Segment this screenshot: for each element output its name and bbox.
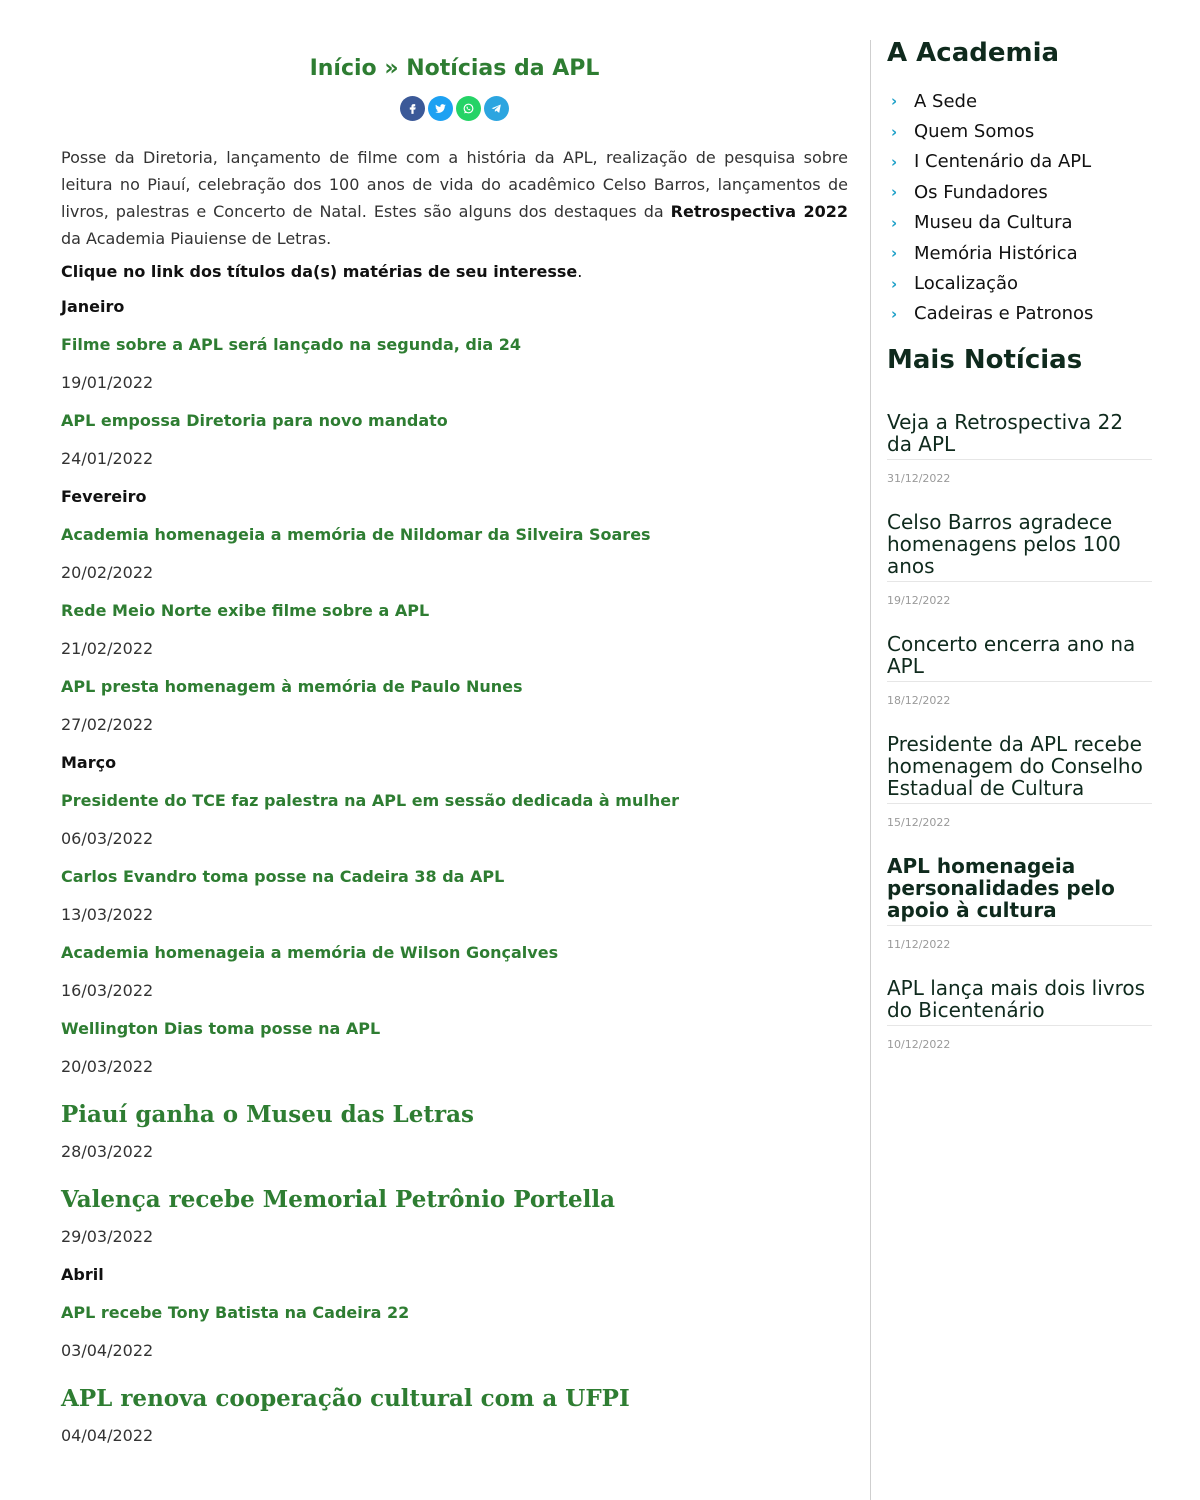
chevron-right-icon: › [891, 304, 898, 323]
twitter-share-button[interactable] [428, 96, 453, 121]
sidebar-news-date: 19/12/2022 [887, 594, 951, 608]
share-buttons [61, 96, 848, 121]
sidebar-news-item [887, 855, 1152, 926]
column-divider [870, 40, 871, 1500]
news-date: 27/02/2022 [61, 714, 154, 734]
sidebar-news-item [887, 511, 1152, 582]
retrospective-list [61, 287, 848, 1454]
whatsapp-share-button[interactable] [456, 96, 481, 121]
sidebar-news-item [887, 733, 1152, 804]
sidebar-news-link[interactable]: Presidente da APL recebe homenagem do Conselho Estadual de Cultura [887, 732, 1143, 801]
news-date: 19/01/2022 [61, 372, 154, 392]
chevron-right-icon: › [891, 92, 898, 111]
sidebar-menu-item[interactable] [887, 268, 1152, 298]
telegram-icon [490, 102, 503, 115]
news-section-title: Mais Notícias [887, 345, 1083, 376]
academia-menu [887, 86, 1152, 329]
sidebar-news-date: 18/12/2022 [887, 694, 951, 708]
news-headline-link[interactable]: Valença recebe Memorial Petrônio Portella [61, 1186, 615, 1213]
news-link[interactable]: Wellington Dias toma posse na APL [61, 1018, 381, 1038]
news-date: 06/03/2022 [61, 828, 154, 848]
month-heading: Janeiro [61, 296, 125, 316]
breadcrumb-home-link[interactable]: Início [309, 56, 377, 81]
sidebar-menu-item[interactable] [887, 238, 1152, 268]
news-link[interactable]: APL presta homenagem à memória de Paulo Nunes [61, 676, 523, 696]
news-link[interactable]: Presidente do TCE faz palestra na APL em sessão dedicada à mulher [61, 790, 679, 810]
click-instructions [61, 261, 848, 283]
intro-text-end: da Academia Piauiense de Letras. [61, 229, 332, 248]
breadcrumb-current-link[interactable]: Notícias da APL [406, 56, 600, 81]
sidebar-news-entry [887, 733, 1152, 829]
sidebar-news-date: 11/12/2022 [887, 938, 951, 952]
click-instructions-bold: Clique no link dos títulos da(s) matérias de seu interesse [61, 262, 578, 281]
sidebar-menu-label: A Sede [914, 90, 978, 112]
facebook-icon [406, 102, 419, 115]
news-list [887, 411, 1152, 1051]
chevron-right-icon: › [891, 274, 898, 293]
sidebar-news-date: 10/12/2022 [887, 1038, 951, 1052]
news-date: 20/02/2022 [61, 562, 154, 582]
sidebar-news-link[interactable]: APL lança mais dois livros do Bicentenário [887, 976, 1146, 1023]
news-headline-link[interactable]: Piauí ganha o Museu das Letras [61, 1101, 474, 1128]
news-date: 29/03/2022 [61, 1226, 154, 1246]
sidebar-menu-label: Os Fundadores [914, 181, 1048, 203]
sidebar-news-link[interactable]: Celso Barros agradece homenagens pelos 100 anos [887, 510, 1121, 579]
month-heading: Março [61, 752, 117, 772]
sidebar-menu-label: Memória Histórica [914, 242, 1078, 264]
sidebar-news-entry [887, 633, 1152, 707]
news-date: 04/04/2022 [61, 1425, 154, 1445]
news-date: 24/01/2022 [61, 448, 154, 468]
news-date: 13/03/2022 [61, 904, 154, 924]
news-date: 21/02/2022 [61, 638, 154, 658]
chevron-right-icon: › [891, 152, 898, 171]
news-date: 20/03/2022 [61, 1056, 154, 1076]
chevron-right-icon: › [891, 183, 898, 202]
sidebar-news-link[interactable]: Concerto encerra ano na APL [887, 632, 1136, 679]
sidebar-menu-label: Localização [914, 273, 1019, 295]
sidebar-menu-label: Museu da Cultura [914, 212, 1073, 234]
sidebar-menu-item[interactable] [887, 177, 1152, 207]
news-link[interactable]: Rede Meio Norte exibe filme sobre a APL [61, 600, 430, 620]
sidebar-news-entry [887, 511, 1152, 607]
sidebar-menu-item[interactable] [887, 116, 1152, 146]
news-date: 03/04/2022 [61, 1340, 154, 1360]
intro-text: Posse da Diretoria, lançamento de filme com a história da APL, realização de pesquisa sobre leitura no Piauí, celebração dos 100 anos de vida do acadêmico Celso Barros, lançamentos de livros, palestras e Concerto de Natal. Estes são alguns dos destaques da [61, 148, 848, 221]
twitter-icon [434, 102, 447, 115]
news-headline-link[interactable]: APL renova cooperação cultural com a UFPI [61, 1385, 630, 1412]
news-link[interactable]: Carlos Evandro toma posse na Cadeira 38 da APL [61, 866, 505, 886]
chevron-right-icon: › [891, 213, 898, 232]
sidebar-menu-item[interactable] [887, 299, 1152, 329]
news-link[interactable]: Filme sobre a APL será lançado na segunda, dia 24 [61, 334, 521, 354]
whatsapp-icon [462, 102, 475, 115]
sidebar-news-item [887, 633, 1152, 682]
intro-highlight: Retrospectiva 2022 [670, 202, 849, 221]
breadcrumb [61, 56, 848, 81]
sidebar-news-date: 15/12/2022 [887, 816, 951, 830]
sidebar [887, 36, 1152, 1077]
sidebar-news-link[interactable]: APL homenageia personalidades pelo apoio à cultura [887, 854, 1115, 923]
chevron-right-icon: › [891, 244, 898, 263]
academia-title: A Academia [887, 38, 1060, 68]
news-link[interactable]: APL recebe Tony Batista na Cadeira 22 [61, 1302, 410, 1322]
facebook-share-button[interactable] [400, 96, 425, 121]
news-link[interactable]: Academia homenageia a memória de Wilson Gonçalves [61, 942, 559, 962]
news-date: 16/03/2022 [61, 980, 154, 1000]
sidebar-news-link[interactable]: Veja a Retrospectiva 22 da APL [887, 410, 1124, 457]
news-link[interactable]: APL empossa Diretoria para novo mandato [61, 410, 448, 430]
sidebar-menu-label: Quem Somos [914, 121, 1035, 143]
sidebar-menu-item[interactable] [887, 147, 1152, 177]
news-date: 28/03/2022 [61, 1141, 154, 1161]
sidebar-news-entry [887, 977, 1152, 1051]
intro-paragraph [61, 144, 848, 252]
chevron-right-icon: › [891, 122, 898, 141]
sidebar-menu-label: I Centenário da APL [914, 151, 1092, 173]
sidebar-menu-item[interactable] [887, 86, 1152, 116]
sidebar-news-entry [887, 411, 1152, 485]
sidebar-news-item [887, 977, 1152, 1026]
breadcrumb-separator: » [384, 56, 399, 81]
click-instructions-tail: . [577, 262, 583, 281]
news-link[interactable]: Academia homenageia a memória de Nildomar da Silveira Soares [61, 524, 651, 544]
month-heading: Abril [61, 1264, 104, 1284]
sidebar-news-date: 31/12/2022 [887, 472, 951, 486]
sidebar-news-entry [887, 855, 1152, 951]
sidebar-menu-label: Cadeiras e Patronos [914, 303, 1094, 325]
month-heading: Fevereiro [61, 486, 147, 506]
main-content [61, 40, 848, 1454]
sidebar-menu-item[interactable] [887, 208, 1152, 238]
telegram-share-button[interactable] [484, 96, 509, 121]
sidebar-news-item [887, 411, 1152, 460]
